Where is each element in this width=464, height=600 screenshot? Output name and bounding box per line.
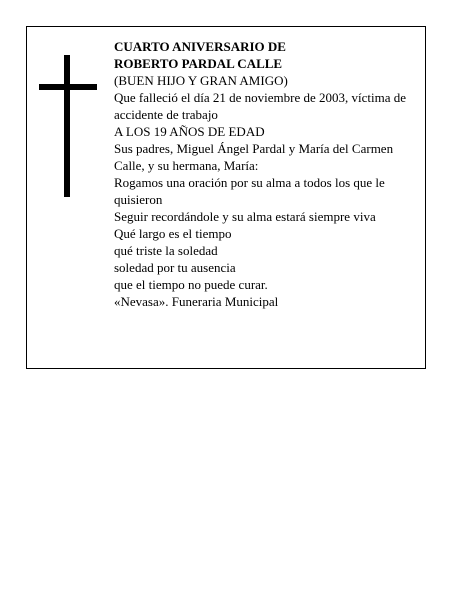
body-line: Sus padres, Miguel Ángel Pardal y María del Carmen Calle, y su hermana, María:: [114, 141, 394, 173]
body-line: Rogamos una oración por su alma a todos los que le quisieron: [114, 175, 385, 207]
body-line: Seguir recordándole y su alma estará siempre viva: [114, 209, 376, 224]
body-line: (BUEN HIJO Y GRAN AMIGO): [114, 73, 288, 88]
body-line: «Nevasa». Funeraria Municipal: [114, 294, 279, 309]
latin-cross-icon: [39, 55, 97, 197]
body-line: A LOS 19 AÑOS DE EDAD: [114, 124, 265, 139]
cross-vertical-bar: [64, 55, 70, 197]
body-line: soledad por tu ausencia: [114, 260, 236, 275]
cross-horizontal-bar: [39, 84, 97, 90]
body-line: Qué largo es el tiempo: [114, 226, 232, 241]
body-line: qué triste la soledad: [114, 243, 218, 258]
obituary-text: [114, 38, 424, 310]
heading-line: ROBERTO PARDAL CALLE: [114, 56, 283, 71]
heading-line: CUARTO ANIVERSARIO DE: [114, 39, 286, 54]
body-line: que el tiempo no puede curar.: [114, 277, 268, 292]
obituary-notice: [26, 26, 426, 369]
body-line: Que falleció el día 21 de noviembre de 2003, víctima de accidente de trabajo: [114, 90, 407, 122]
